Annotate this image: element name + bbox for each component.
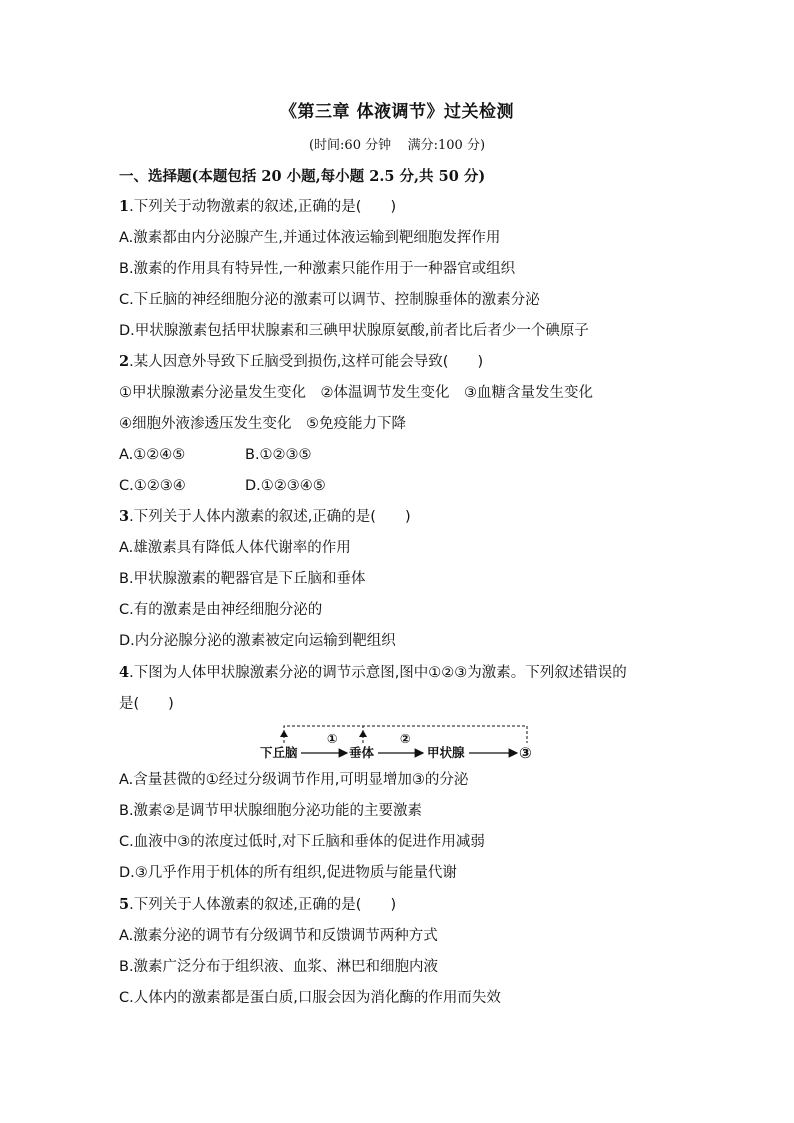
feedback-arrowhead-pituitary xyxy=(359,730,367,737)
question-number: 4 xyxy=(119,664,130,681)
question-2-stem xyxy=(119,352,483,372)
section-heading: 一、选择题(本题包括 20 小题,每小题 2.5 分,共 50 分) xyxy=(119,168,486,185)
question-number: 3 xyxy=(119,508,130,525)
node-hypothalamus: 下丘脑 xyxy=(260,745,298,760)
q3-option-a: A.雄激素具有降低人体代谢率的作用 xyxy=(119,540,351,556)
question-text: .下列关于人体内激素的叙述,正确的是( ) xyxy=(129,509,411,525)
question-text: .下图为人体甲状腺激素分泌的调节示意图,图中①②③为激素。下列叙述错误的 xyxy=(129,665,627,681)
node-pituitary: 垂体 xyxy=(349,745,375,760)
q4-option-b: B.激素②是调节甲状腺细胞分泌功能的主要激素 xyxy=(119,803,423,819)
q1-option-c: C.下丘脑的神经细胞分泌的激素可以调节、控制腺垂体的激素分泌 xyxy=(119,292,540,308)
question-text: .某人因意外导致下丘脑受到损伤,这样可能会导致( ) xyxy=(129,354,484,370)
q4-option-d: D.③几乎作用于机体的所有组织,促进物质与能量代谢 xyxy=(119,865,457,881)
node-hormone-3: ③ xyxy=(519,744,532,762)
q5-option-c: C.人体内的激素都是蛋白质,口服会因为消化酶的作用而失效 xyxy=(119,990,501,1006)
question-number: 5 xyxy=(119,896,130,913)
q1-option-d: D.甲状腺激素包括甲状腺素和三碘甲状腺原氨酸,前者比后者少一个碘原子 xyxy=(119,323,589,339)
page-subtitle: (时间:60 分钟 满分:100 分) xyxy=(308,138,486,153)
q4-option-c: C.血液中③的浓度过低时,对下丘脑和垂体的促进作用减弱 xyxy=(119,834,485,850)
q5-option-b: B.激素广泛分布于组织液、血浆、淋巴和细胞内液 xyxy=(119,959,439,975)
q2-option-c: C.①②③④ xyxy=(119,478,186,494)
question-4-stem xyxy=(119,663,627,683)
question-number: 1 xyxy=(119,198,130,215)
q5-option-a: A.激素分泌的调节有分级调节和反馈调节两种方式 xyxy=(119,928,438,944)
q2-option-b: B.①②③⑤ xyxy=(245,447,312,463)
q2-option-d: D.①②③④⑤ xyxy=(245,478,326,494)
feedback-arrowhead-hypothalamus xyxy=(280,730,288,737)
label-hormone-2: ② xyxy=(400,731,411,746)
question-4-stem-continued: 是( ) xyxy=(119,696,174,712)
q4-option-a: A.含量甚微的①经过分级调节作用,可明显增加③的分泌 xyxy=(119,772,469,788)
page-title: 《第三章 体液调节》过关检测 xyxy=(280,102,514,122)
question-5-stem xyxy=(119,895,396,915)
q1-option-a: A.激素都由内分泌腺产生,并通过体液运输到靶细胞发挥作用 xyxy=(119,230,501,246)
thyroid-regulation-diagram xyxy=(255,720,545,770)
question-text: .下列关于人体激素的叙述,正确的是( ) xyxy=(129,897,397,913)
label-hormone-1: ① xyxy=(327,731,338,746)
q2-option-a: A.①②④⑤ xyxy=(119,447,186,463)
q2-items-line-2: ④细胞外液渗透压发生变化 ⑤免疫能力下降 xyxy=(119,416,406,432)
question-text: .下列关于动物激素的叙述,正确的是( ) xyxy=(129,199,397,215)
question-1-stem xyxy=(119,197,396,217)
q3-option-b: B.甲状腺激素的靶器官是下丘脑和垂体 xyxy=(119,571,366,587)
question-3-stem xyxy=(119,507,411,527)
q3-option-d: D.内分泌腺分泌的激素被定向运输到靶组织 xyxy=(119,633,396,649)
q3-option-c: C.有的激素是由神经细胞分泌的 xyxy=(119,602,323,618)
q2-items-line-1: ①甲状腺激素分泌量发生变化 ②体温调节发生变化 ③血糖含量发生变化 xyxy=(119,385,593,401)
question-number: 2 xyxy=(119,353,130,370)
node-thyroid: 甲状腺 xyxy=(427,745,465,760)
q1-option-b: B.激素的作用具有特异性,一种激素只能作用于一种器官或组织 xyxy=(119,261,516,277)
